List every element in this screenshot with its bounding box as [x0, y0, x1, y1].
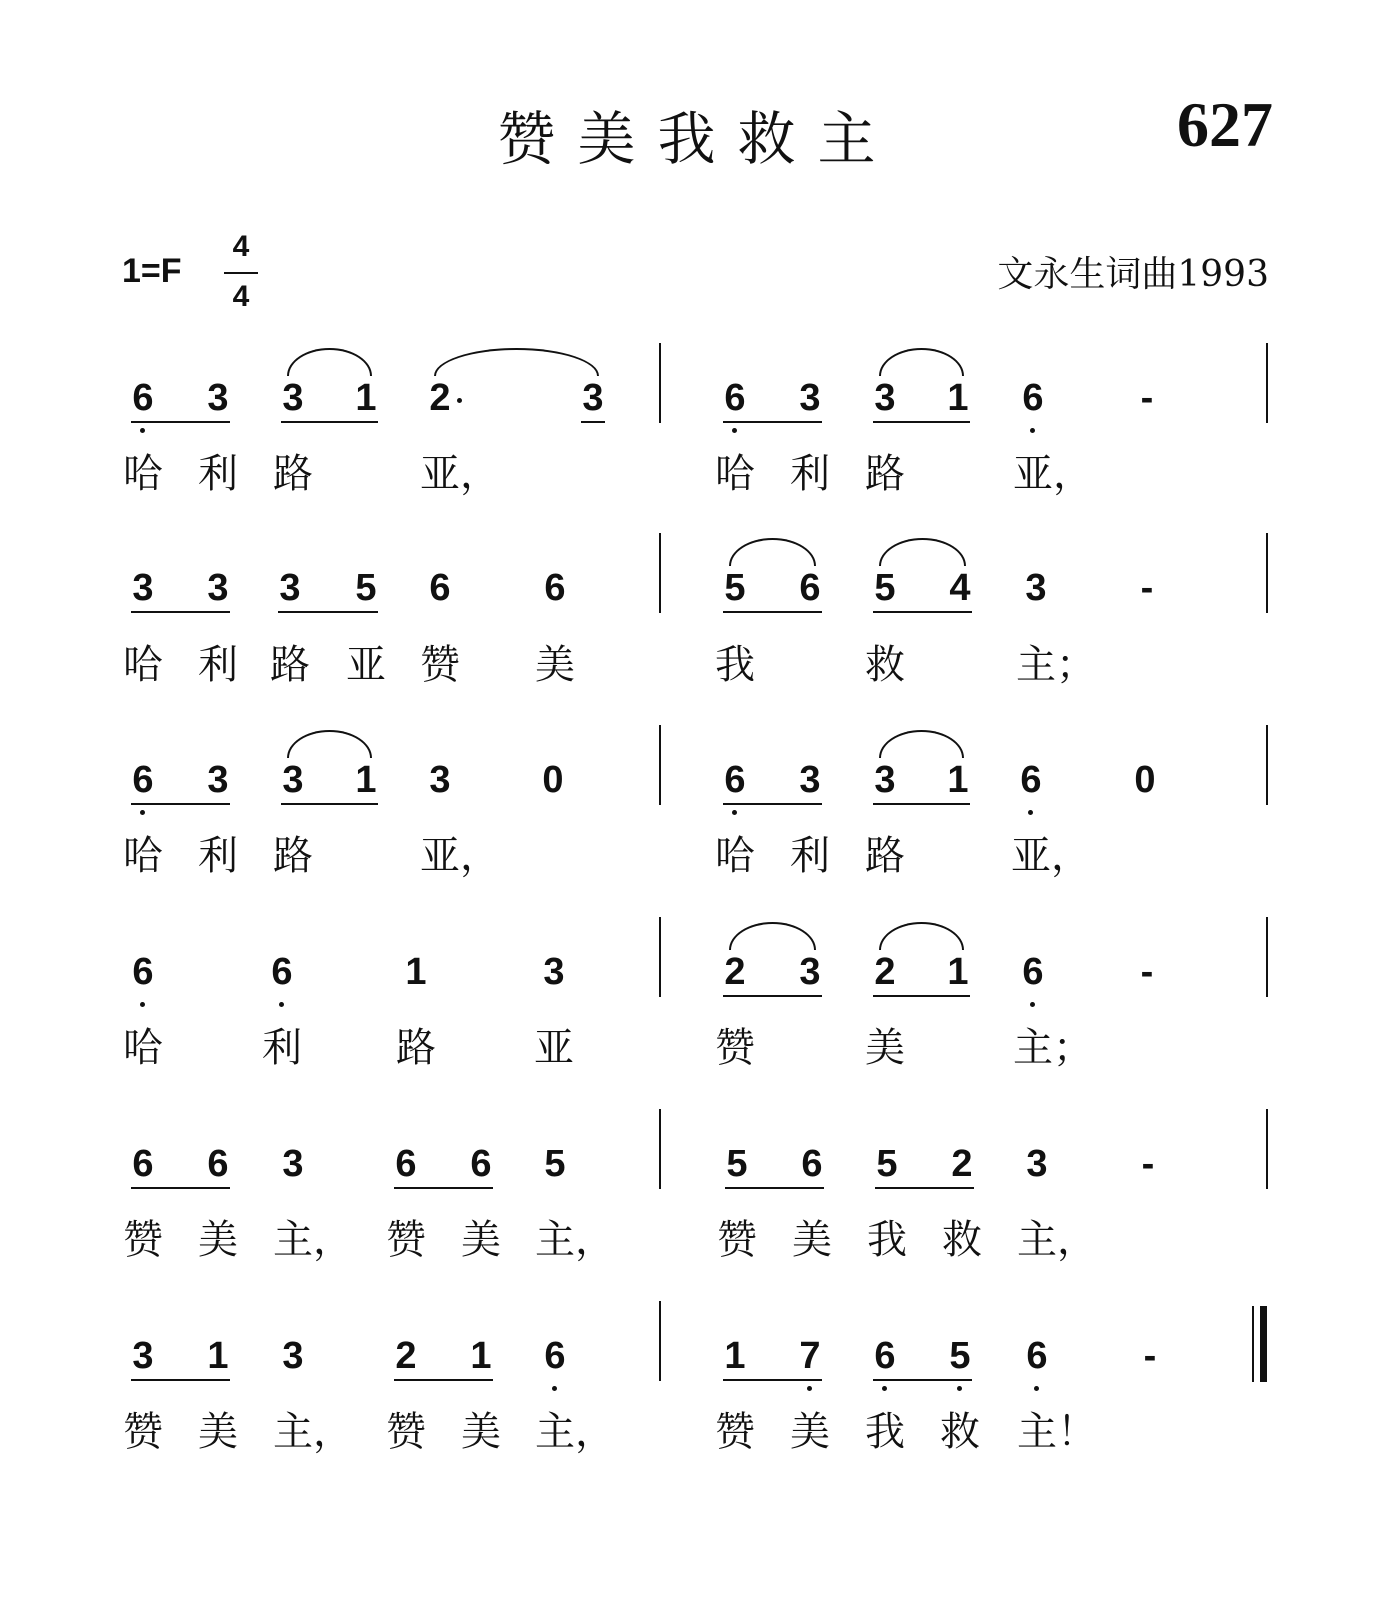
lyric-syllable: 赞 — [420, 642, 460, 688]
slur-arc — [879, 538, 966, 566]
note: 1 — [405, 951, 427, 993]
note: 3 — [799, 377, 821, 419]
barline — [659, 917, 661, 997]
lyric-syllable: 亚 — [346, 642, 386, 688]
slur-arc — [879, 922, 964, 950]
lyric-syllable: 我 — [865, 1409, 905, 1455]
underline-beam — [875, 1187, 974, 1189]
lyric-syllable: 哈 — [123, 833, 163, 879]
note: 3 — [132, 567, 154, 609]
lyric-syllable: 美 — [790, 1409, 830, 1455]
underline-beam — [723, 1379, 822, 1381]
note: 3 — [1025, 567, 1047, 609]
lyric-syllable: 主， — [273, 1217, 353, 1263]
lyric-syllable: 哈 — [123, 1025, 163, 1071]
note: 1 — [355, 759, 377, 801]
lyric-syllable: 赞 — [386, 1409, 426, 1455]
note: 3 — [132, 1335, 154, 1377]
lyric-syllable: 我 — [867, 1217, 907, 1263]
note: 3 — [207, 759, 229, 801]
underline-beam — [394, 1379, 493, 1381]
lyric-syllable: 路 — [865, 833, 905, 879]
note: 6 — [470, 1143, 492, 1185]
lyric-syllable: 亚， — [1011, 833, 1091, 879]
note: 3 — [1026, 1143, 1048, 1185]
note: 6 — [429, 567, 451, 609]
low-octave-dot — [279, 1002, 284, 1007]
note: 4 — [949, 567, 971, 609]
slur-arc — [879, 730, 964, 758]
note: 2 — [724, 951, 746, 993]
lyric-syllable: 哈 — [123, 451, 163, 497]
barline — [1266, 1109, 1268, 1189]
note: 3 — [429, 759, 451, 801]
lyric-syllable: 美 — [461, 1217, 501, 1263]
low-octave-dot — [732, 428, 737, 433]
lyric-syllable: 美 — [535, 642, 575, 688]
underline-beam — [394, 1187, 493, 1189]
underline-beam — [873, 995, 970, 997]
note: 6 — [1020, 759, 1042, 801]
lyric-syllable: 赞 — [715, 1025, 755, 1071]
note: 3 — [282, 1335, 304, 1377]
dash-hold: - — [1140, 377, 1154, 419]
note: 6 — [132, 377, 154, 419]
dash-hold: - — [1143, 1335, 1157, 1377]
lyric-syllable: 路 — [273, 833, 313, 879]
slur-arc — [434, 348, 599, 376]
underline-beam — [131, 1187, 230, 1189]
note: 6 — [132, 1143, 154, 1185]
note: 1 — [470, 1335, 492, 1377]
underline-beam — [723, 995, 822, 997]
augmentation-dot — [457, 398, 462, 403]
lyric-syllable: 利 — [198, 642, 238, 688]
low-octave-dot — [140, 810, 145, 815]
underline-beam — [131, 803, 230, 805]
final-barline-thin — [1252, 1306, 1254, 1382]
underline-beam — [725, 1187, 824, 1189]
lyric-syllable: 主； — [1013, 1025, 1093, 1071]
lyric-syllable: 救 — [942, 1217, 982, 1263]
author-credit: 文永生词曲1993 — [997, 254, 1269, 295]
note: 6 — [1026, 1335, 1048, 1377]
lyric-syllable: 亚， — [1013, 451, 1093, 497]
lyric-syllable: 主， — [1017, 1217, 1097, 1263]
note: 5 — [544, 1143, 566, 1185]
note: 6 — [874, 1335, 896, 1377]
underline-beam — [281, 421, 378, 423]
time-signature-line — [224, 272, 258, 274]
lyric-syllable: 美 — [198, 1217, 238, 1263]
note: 1 — [207, 1335, 229, 1377]
note: 6 — [132, 759, 154, 801]
note: 6 — [1022, 951, 1044, 993]
low-octave-dot — [552, 1386, 557, 1391]
lyric-syllable: 救 — [940, 1409, 980, 1455]
slur-arc — [287, 348, 372, 376]
note: 5 — [949, 1335, 971, 1377]
note: 3 — [207, 567, 229, 609]
dash-hold: - — [1140, 951, 1154, 993]
note: 3 — [279, 567, 301, 609]
lyric-syllable: 路 — [396, 1025, 436, 1071]
barline — [659, 533, 661, 613]
lyric-syllable: 利 — [198, 833, 238, 879]
note: 1 — [724, 1335, 746, 1377]
note: 6 — [799, 567, 821, 609]
note: 7 — [799, 1335, 821, 1377]
underline-beam — [131, 1379, 230, 1381]
note: 6 — [1022, 377, 1044, 419]
note: 6 — [544, 567, 566, 609]
note: 2 — [874, 951, 896, 993]
lyric-syllable: 亚 — [534, 1025, 574, 1071]
lyric-syllable: 我 — [715, 642, 755, 688]
lyric-syllable: 利 — [198, 451, 238, 497]
slur-arc — [287, 730, 372, 758]
note: 1 — [947, 951, 969, 993]
low-octave-dot — [807, 1386, 812, 1391]
lyric-syllable: 主， — [273, 1409, 353, 1455]
note: 6 — [801, 1143, 823, 1185]
note: 6 — [724, 759, 746, 801]
lyric-syllable: 救 — [865, 642, 905, 688]
lyric-syllable: 主， — [535, 1217, 615, 1263]
lyric-syllable: 利 — [262, 1025, 302, 1071]
note: 5 — [876, 1143, 898, 1185]
key-signature: 1=F — [122, 252, 182, 290]
note: 6 — [207, 1143, 229, 1185]
lyric-syllable: 美 — [198, 1409, 238, 1455]
low-octave-dot — [882, 1386, 887, 1391]
lyric-syllable: 利 — [790, 833, 830, 879]
lyric-syllable: 主！ — [1017, 1409, 1097, 1455]
barline — [1266, 725, 1268, 805]
barline — [1266, 917, 1268, 997]
dash-hold: - — [1140, 567, 1154, 609]
note: 3 — [282, 759, 304, 801]
lyric-syllable: 主， — [535, 1409, 615, 1455]
note: 6 — [271, 951, 293, 993]
low-octave-dot — [1034, 1386, 1039, 1391]
underline-beam — [278, 611, 378, 613]
slur-arc — [729, 538, 816, 566]
low-octave-dot — [957, 1386, 962, 1391]
note: 3 — [543, 951, 565, 993]
low-octave-dot — [140, 1002, 145, 1007]
low-octave-dot — [1028, 810, 1033, 815]
underline-beam — [131, 611, 230, 613]
underline-beam — [581, 421, 605, 423]
note: 1 — [355, 377, 377, 419]
underline-beam — [723, 803, 822, 805]
note: 1 — [947, 759, 969, 801]
lyric-syllable: 亚， — [420, 833, 500, 879]
lyric-syllable: 利 — [790, 451, 830, 497]
note: 2 — [429, 377, 451, 419]
lyric-syllable: 美 — [461, 1409, 501, 1455]
lyric-syllable: 赞 — [123, 1409, 163, 1455]
underline-beam — [131, 421, 230, 423]
lyric-syllable: 哈 — [715, 833, 755, 879]
slur-arc — [879, 348, 964, 376]
barline — [659, 1109, 661, 1189]
barline — [659, 1301, 661, 1381]
note: 5 — [724, 567, 746, 609]
slur-arc — [729, 922, 816, 950]
underline-beam — [723, 611, 822, 613]
lyric-syllable: 路 — [270, 642, 310, 688]
note: 3 — [874, 759, 896, 801]
lyric-syllable: 路 — [273, 451, 313, 497]
underline-beam — [873, 421, 970, 423]
underline-beam — [873, 611, 972, 613]
lyric-syllable: 赞 — [386, 1217, 426, 1263]
low-octave-dot — [140, 428, 145, 433]
barline — [659, 343, 661, 423]
underline-beam — [873, 803, 970, 805]
note: 3 — [799, 951, 821, 993]
hymn-title: 赞美我救主 — [497, 105, 898, 173]
note: 3 — [207, 377, 229, 419]
note: 3 — [282, 1143, 304, 1185]
barline — [1266, 343, 1268, 423]
lyric-syllable: 路 — [865, 451, 905, 497]
underline-beam — [873, 1379, 972, 1381]
low-octave-dot — [1030, 428, 1035, 433]
lyric-syllable: 主； — [1016, 642, 1096, 688]
lyric-syllable: 赞 — [715, 1409, 755, 1455]
note: 2 — [395, 1335, 417, 1377]
lyric-syllable: 美 — [865, 1025, 905, 1071]
low-octave-dot — [732, 810, 737, 815]
lyric-syllable: 赞 — [123, 1217, 163, 1263]
dash-hold: - — [1141, 1143, 1155, 1185]
note: 3 — [582, 377, 604, 419]
note: 1 — [947, 377, 969, 419]
low-octave-dot — [1030, 1002, 1035, 1007]
rest-note: 0 — [542, 759, 564, 801]
lyric-syllable: 亚， — [420, 451, 500, 497]
barline — [1266, 533, 1268, 613]
lyric-syllable: 哈 — [123, 642, 163, 688]
note: 6 — [395, 1143, 417, 1185]
note: 6 — [544, 1335, 566, 1377]
note: 5 — [726, 1143, 748, 1185]
note: 5 — [874, 567, 896, 609]
hymn-number: 627 — [1177, 89, 1273, 160]
underline-beam — [281, 803, 378, 805]
note: 3 — [874, 377, 896, 419]
note: 6 — [724, 377, 746, 419]
lyric-syllable: 赞 — [717, 1217, 757, 1263]
note: 3 — [799, 759, 821, 801]
time-signature-bottom: 4 — [232, 280, 250, 313]
final-barline-thick — [1260, 1306, 1267, 1382]
time-signature-top: 4 — [232, 230, 250, 263]
barline — [659, 725, 661, 805]
lyric-syllable: 美 — [792, 1217, 832, 1263]
note: 3 — [282, 377, 304, 419]
note: 6 — [132, 951, 154, 993]
note: 5 — [355, 567, 377, 609]
lyric-syllable: 哈 — [715, 451, 755, 497]
note: 2 — [951, 1143, 973, 1185]
underline-beam — [723, 421, 822, 423]
rest-note: 0 — [1134, 759, 1156, 801]
